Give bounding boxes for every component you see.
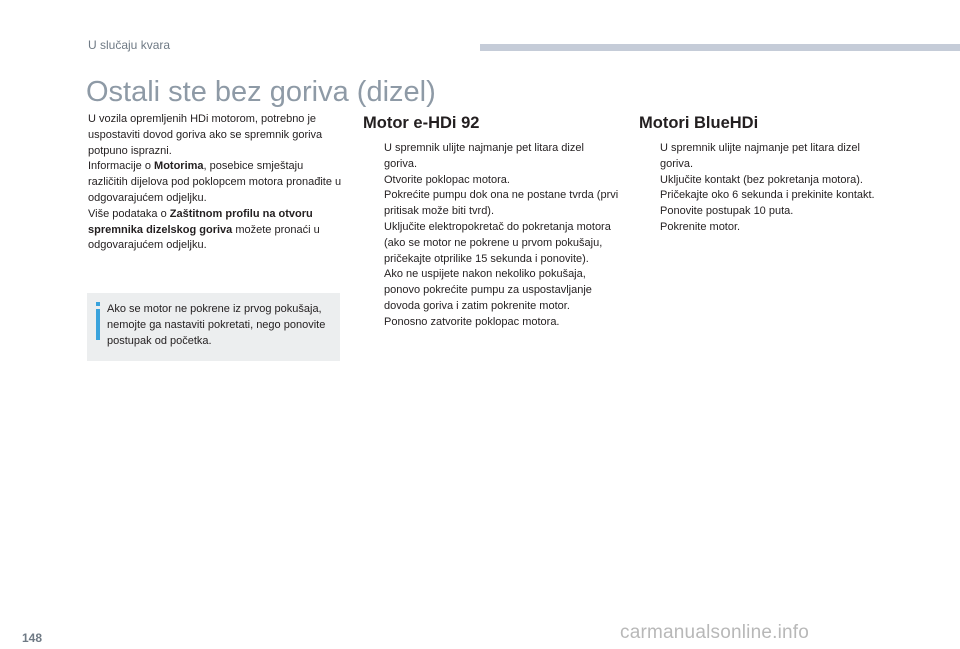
col2-heading: Motor e-HDi 92 — [363, 114, 480, 132]
list-item — [639, 220, 895, 236]
step-text: Uključite elektropokretač do pokretanja motora (ako se motor ne pokrene u prvom pokušaju, pričekajte otprilike 15 sekunda i ponovite). — [384, 220, 611, 265]
page-title: Ostali ste bez goriva (dizel) — [86, 76, 436, 108]
step-text: Uključite kontakt (bez pokretanja motora). — [660, 173, 863, 186]
intro-text-span: možete pronaći u odgovarajućem odjeljku. — [88, 223, 320, 252]
watermark: carmanualsonline.info — [620, 622, 810, 643]
list-item — [639, 204, 895, 220]
step-text: Otvorite poklopac motora. — [384, 173, 510, 186]
step-text: Ponovite postupak 10 puta. — [660, 205, 794, 218]
intro-bold-protection-profile: Zaštitnom profilu na otvoru spremnika dizelskog goriva — [88, 207, 313, 236]
step-text: Ponosno zatvorite poklopac motora. — [384, 315, 560, 328]
col3-heading: Motori BlueHDi — [639, 114, 759, 132]
list-item — [363, 315, 619, 331]
info-note-text: Ako se motor ne pokrene iz prvog pokušaja, nemojte ga nastaviti pokretati, nego ponovite postupak od početka. — [107, 303, 326, 347]
list-item — [639, 141, 895, 173]
section-label: U slučaju kvara — [88, 38, 171, 52]
intro-text — [88, 112, 344, 254]
intro-paragraph-1: U vozila opremljenih HDi motorom, potrebno je uspostaviti dovod goriva ako se spremnik goriva potpuno isprazni. — [88, 113, 323, 157]
list-item — [639, 173, 895, 189]
list-item — [363, 220, 619, 267]
list-item — [363, 267, 619, 314]
intro-text-span: Više podataka o — [88, 207, 170, 220]
list-item — [363, 173, 619, 189]
intro-text-span: Informacije o — [88, 160, 155, 173]
info-icon — [93, 301, 103, 341]
step-text: U spremnik ulijte najmanje pet litara dizel goriva. — [660, 142, 860, 170]
intro-paragraph-3 — [88, 207, 344, 254]
page-number: 148 — [22, 631, 43, 645]
step-text: U spremnik ulijte najmanje pet litara dizel goriva. — [384, 142, 584, 170]
step-text: Pokrenite motor. — [660, 220, 741, 233]
step-text: Ako ne uspijete nakon nekoliko pokušaja, ponovo pokrećite pumpu za uspostavljanje dovoda goriva i zatim pokrenite motor. — [384, 268, 592, 312]
step-text: Pričekajte oko 6 sekunda i prekinite kontakt. — [660, 189, 875, 202]
list-item — [363, 141, 619, 173]
step-text: Pokrećite pumpu dok ona ne postane tvrda (prvi pritisak može biti tvrd). — [384, 189, 619, 218]
header-bar — [480, 44, 960, 51]
col2-steps — [363, 141, 619, 331]
list-item — [363, 188, 619, 220]
intro-text-span: , posebice smještaju različitih dijelova pod poklopcem motora pronađite u odgovarajućem odjeljku. — [88, 160, 342, 204]
intro-bold-motorima: Motorima — [154, 160, 204, 173]
col3-steps — [639, 141, 895, 236]
list-item — [639, 188, 895, 204]
info-note — [87, 293, 340, 361]
intro-paragraph-2 — [88, 159, 344, 206]
